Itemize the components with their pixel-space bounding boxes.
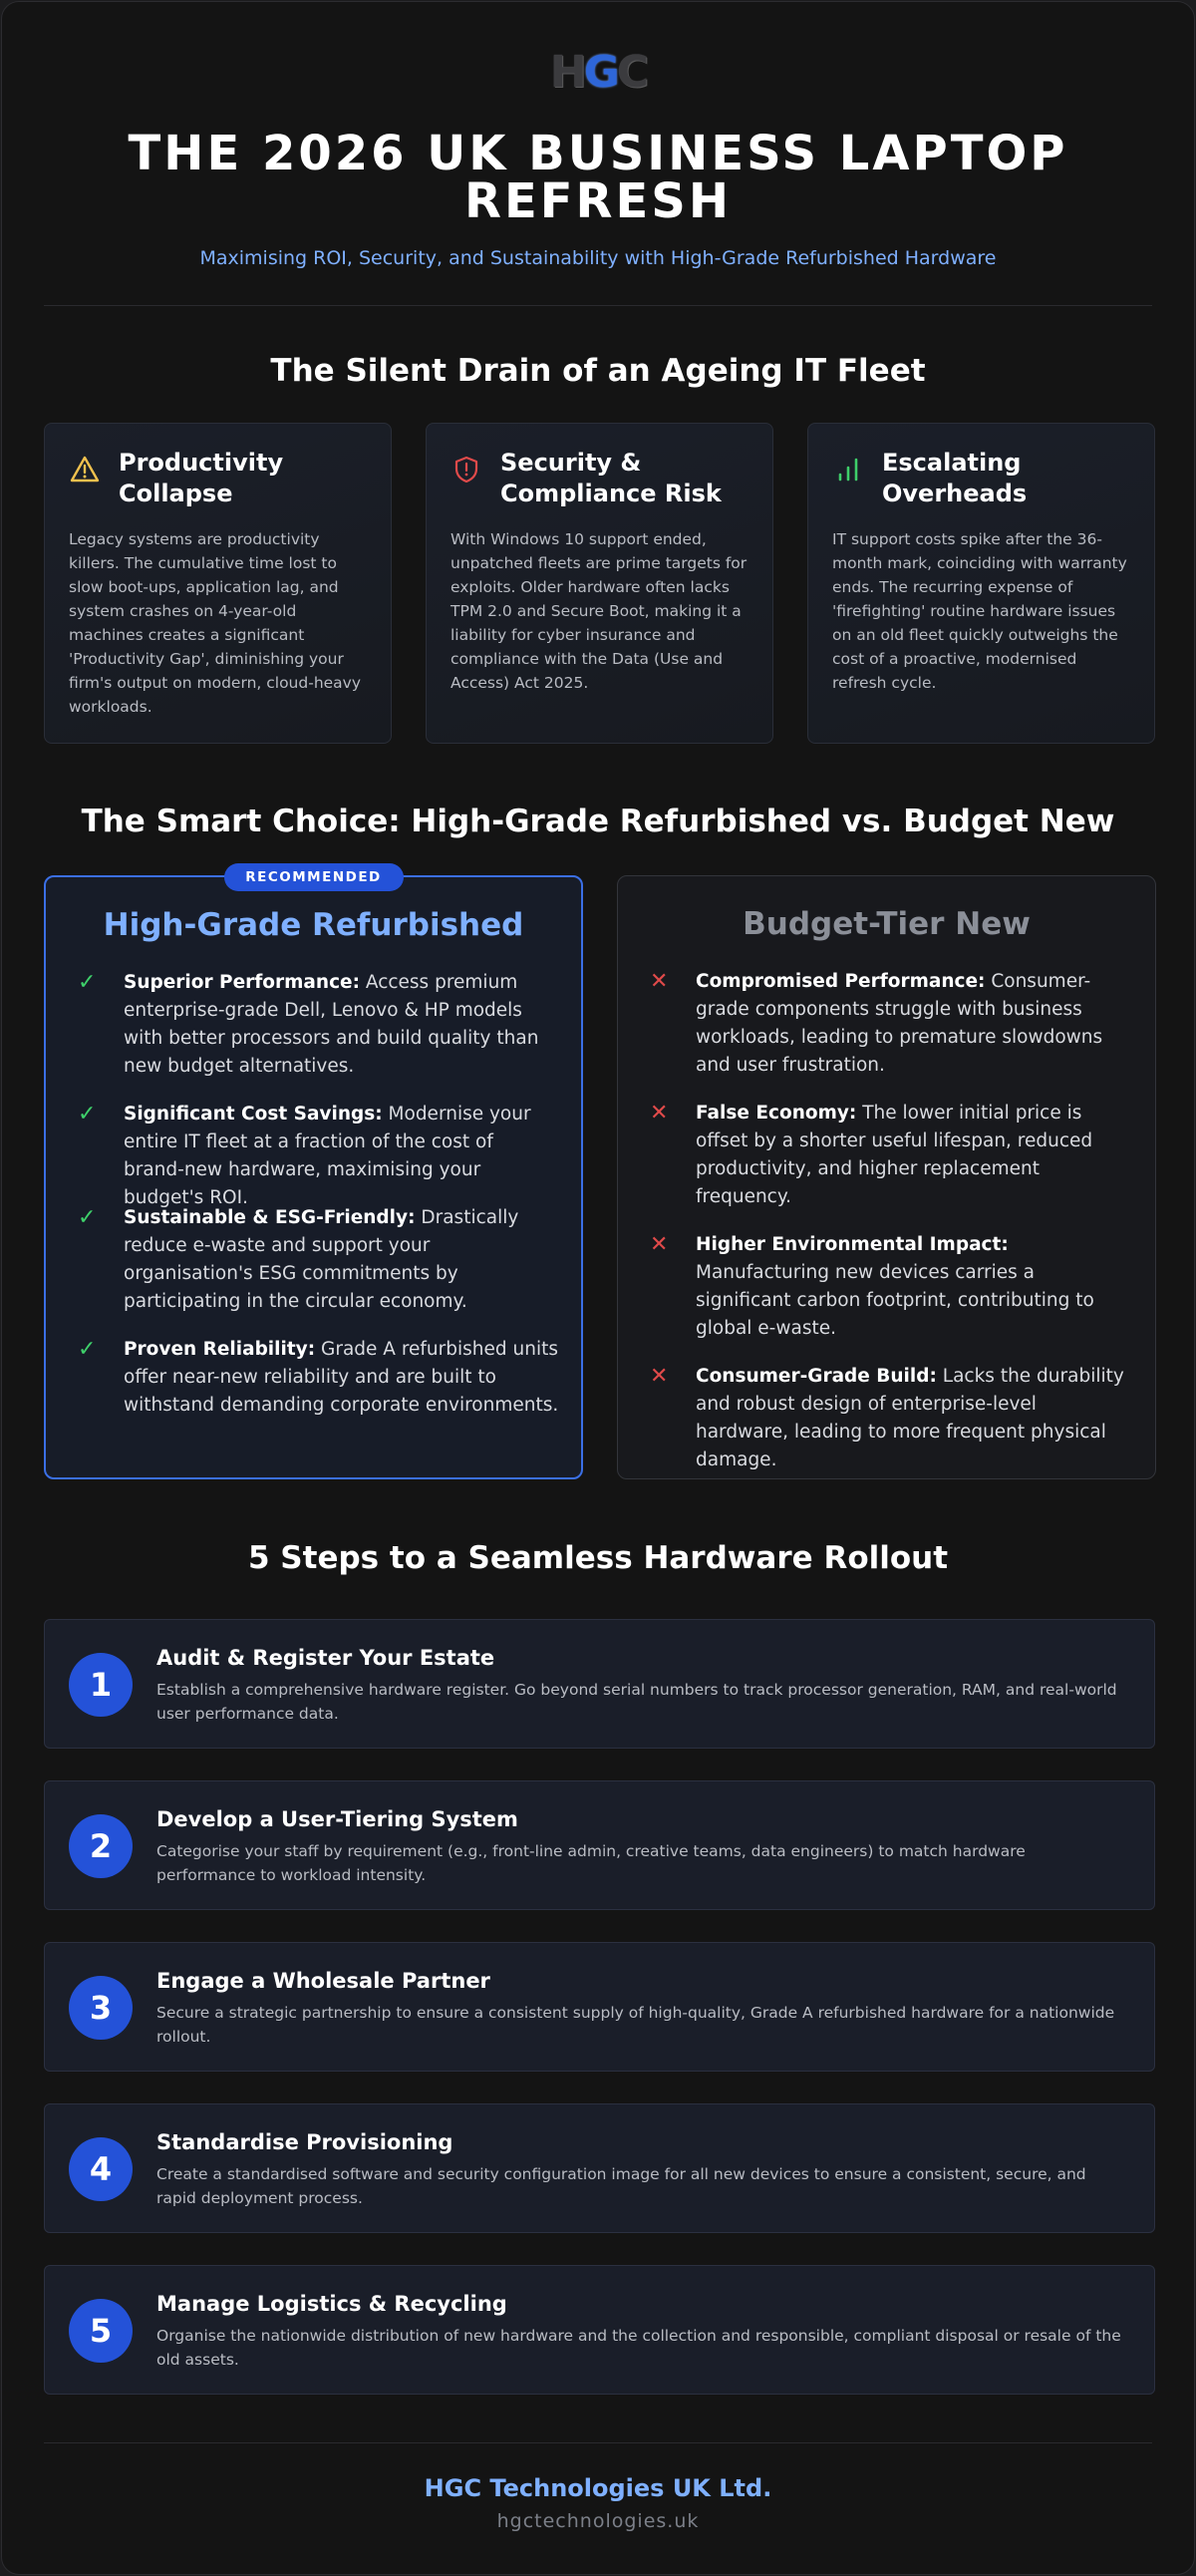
card-title: Escalating Overheads: [882, 449, 1028, 507]
check-icon: ✓: [78, 1337, 97, 1362]
step-number: 4: [69, 2137, 133, 2201]
step-card: [44, 2103, 1155, 2233]
check-icon: ✓: [78, 1102, 97, 1127]
header-divider: [44, 305, 1152, 306]
cross-icon: ✕: [650, 1232, 669, 1257]
step-description: Categorise your staff by requirement (e.g., front-line admin, creative teams, data engineers) to match hardware performance to workload intensity.: [156, 1842, 1026, 1884]
problem-card-productivity: [44, 423, 392, 744]
card-body: Legacy systems are productivity killers. The cumulative time lost to slow boot-ups, application lag, and system crashes on 4-year-old machines creates a significant 'Productivity Gap', diminishing your firm's output on modern, cloud-heavy workloads.: [69, 530, 362, 716]
page-title: THE 2026 UK BUSINESS LAPTOP REFRESH: [128, 126, 1068, 229]
step-number: 2: [69, 1814, 133, 1878]
company-logo: H G C: [549, 47, 647, 98]
card-title: Security & Compliance Risk: [500, 449, 722, 507]
step-description: Establish a comprehensive hardware register. Go beyond serial numbers to track processor generation, RAM, and real-world user performance data.: [156, 1681, 1117, 1723]
step-description: Secure a strategic partnership to ensure a consistent supply of high-quality, Grade A refurbished hardware for a nationwide rollout.: [156, 2004, 1115, 2046]
recommended-badge: RECOMMENDED: [224, 863, 404, 891]
cross-icon: ✕: [650, 1364, 669, 1389]
refurbished-title: High-Grade Refurbished: [103, 907, 524, 943]
infographic-page: [1, 1, 1195, 2575]
refurbished-panel: RECOMMENDED High-Grade Refurbished ✓ Superior Performance: Access premium enterprise-grade Dell, Lenovo & HP models with better processors and build quality than new budget alternatives. ✓ Significant Cost Savings: Modernise your entire IT fleet at a fraction of the cost of brand-new hardware, maximising your budget's ROI. ✓ Sustainable & ESG-Friendly: Drastically reduce e-waste and support your organisation's ESG commitments by participating in the circular economy. ✓ Proven Reliability: Grade A refurbished units offer near-new reliability and are built to withstand demanding corporate environments.: [44, 875, 583, 1479]
shield-alert-icon: [450, 454, 482, 485]
footer-company-name: HGC Technologies UK Ltd.: [424, 2474, 772, 2502]
bar-chart-icon: [832, 454, 864, 485]
card-body: IT support costs spike after the 36-month mark, coinciding with warranty ends. The recurring expense of 'firefighting' routine hardware issues on an old fleet quickly outweighs the cost of a proactive, modernised refresh cycle.: [832, 530, 1127, 692]
cross-icon: ✕: [650, 1101, 669, 1126]
check-icon: ✓: [78, 970, 97, 995]
step-title: Develop a User-Tiering System: [156, 1807, 518, 1831]
step-card: [44, 1942, 1155, 2072]
problem-card-security: [426, 423, 773, 744]
budget-new-title: Budget-Tier New: [743, 906, 1031, 942]
step-title: Audit & Register Your Estate: [156, 1646, 495, 1670]
steps-heading: 5 Steps to a Seamless Hardware Rollout: [247, 1540, 949, 1576]
step-title: Engage a Wholesale Partner: [156, 1969, 490, 1993]
warning-triangle-icon: [69, 454, 101, 485]
step-description: Organise the nationwide distribution of new hardware and the collection and responsible, compliant disposal or resale of the old assets.: [156, 2327, 1121, 2369]
check-icon: ✓: [78, 1205, 97, 1230]
cross-icon: ✕: [650, 969, 669, 994]
step-card: [44, 1780, 1155, 1910]
step-number: 1: [69, 1653, 133, 1717]
comparison-heading: The Smart Choice: High-Grade Refurbished vs. Budget New: [81, 804, 1115, 839]
step-card: [44, 2265, 1155, 2395]
footer-website-link[interactable]: hgctechnologies.uk: [496, 2510, 700, 2532]
step-description: Create a standardised software and security configuration image for all new devices to ensure a consistent, secure, and rapid deployment process.: [156, 2165, 1086, 2207]
card-title: Productivity Collapse: [119, 449, 284, 507]
step-number: 3: [69, 1976, 133, 2040]
footer-divider: [44, 2442, 1152, 2443]
problems-heading: The Silent Drain of an Ageing IT Fleet: [270, 353, 926, 389]
page-subtitle: Maximising ROI, Security, and Sustainability with High-Grade Refurbished Hardware: [199, 247, 997, 269]
step-card: [44, 1619, 1155, 1749]
step-title: Manage Logistics & Recycling: [156, 2292, 507, 2316]
budget-new-panel: Budget-Tier New ✕ Compromised Performance: Consumer-grade components struggle with business workloads, leading to premature slowdowns and user frustration. ✕ False Economy: The lower initial price is offset by a shorter useful lifespan, reduced productivity, and higher replacement frequency. ✕ Higher Environmental Impact: Manufacturing new devices carries a significant carbon footprint, contributing to global e-waste. ✕ Consumer-Grade Build: Lacks the durability and robust design of enterprise-level hardware, leading to more frequent physical damage.: [617, 875, 1156, 1479]
card-body: With Windows 10 support ended, unpatched fleets are prime targets for exploits. Older hardware often lacks TPM 2.0 and Secure Boot, making it a liability for cyber insurance and compliance with the Data (Use and Access) Act 2025.: [450, 530, 748, 692]
step-title: Standardise Provisioning: [156, 2130, 453, 2154]
step-number: 5: [69, 2299, 133, 2363]
problem-card-overheads: [807, 423, 1155, 744]
